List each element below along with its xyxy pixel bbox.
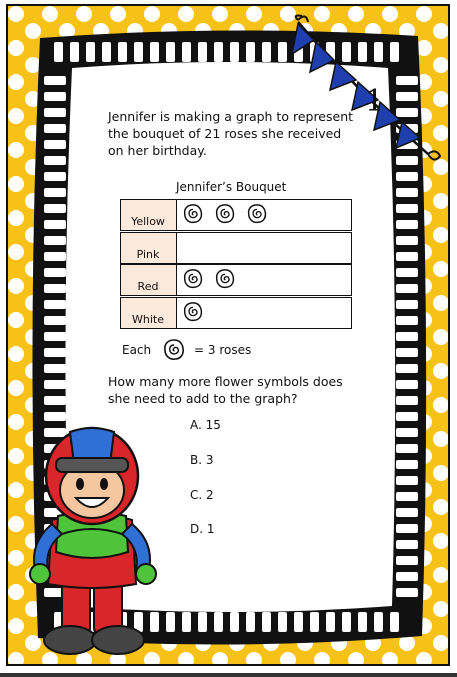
row-label: Pink xyxy=(120,232,177,264)
pictograph-row-pink xyxy=(120,232,352,264)
pictograph-table xyxy=(120,199,352,329)
choice-letter: B. xyxy=(190,453,203,467)
choice-value: 3 xyxy=(205,453,214,467)
choice-letter: C. xyxy=(190,488,203,502)
card-number: 1 xyxy=(365,84,385,119)
answer-choice-b[interactable] xyxy=(190,453,214,467)
row-cell-border xyxy=(120,199,352,231)
task-card xyxy=(6,4,450,666)
rose-icon xyxy=(162,338,186,362)
pictograph-row-red xyxy=(120,264,352,296)
choice-value: 15 xyxy=(205,418,221,432)
question: How many more flower symbols does she need to add to the graph? xyxy=(108,374,343,406)
pictograph-row-yellow xyxy=(120,199,352,231)
choice-letter: A. xyxy=(190,418,202,432)
key-each-label: Each xyxy=(122,343,152,357)
row-label: Yellow xyxy=(120,199,177,231)
pictograph-row-white xyxy=(120,297,352,329)
bottom-edge xyxy=(0,673,457,677)
answer-choice-a[interactable] xyxy=(190,418,221,432)
key-value: = 3 roses xyxy=(194,343,252,357)
graph-title: Jennifer’s Bouquet xyxy=(176,180,287,194)
race-driver-illustration xyxy=(18,424,168,664)
row-label: White xyxy=(120,297,177,329)
row-cell-border xyxy=(120,232,352,264)
answer-choice-c[interactable] xyxy=(190,488,214,502)
answer-choice-d[interactable] xyxy=(190,522,215,536)
row-label: Red xyxy=(120,264,177,296)
row-cell-border xyxy=(120,297,352,329)
graph-key xyxy=(122,338,322,362)
choice-value: 2 xyxy=(206,488,214,502)
question-intro: Jennifer is making a graph to represent the bouquet of 21 roses she received on her birthday. xyxy=(108,109,354,158)
choice-value: 1 xyxy=(206,522,215,536)
row-cell-border xyxy=(120,264,352,296)
choice-letter: D. xyxy=(190,522,204,536)
